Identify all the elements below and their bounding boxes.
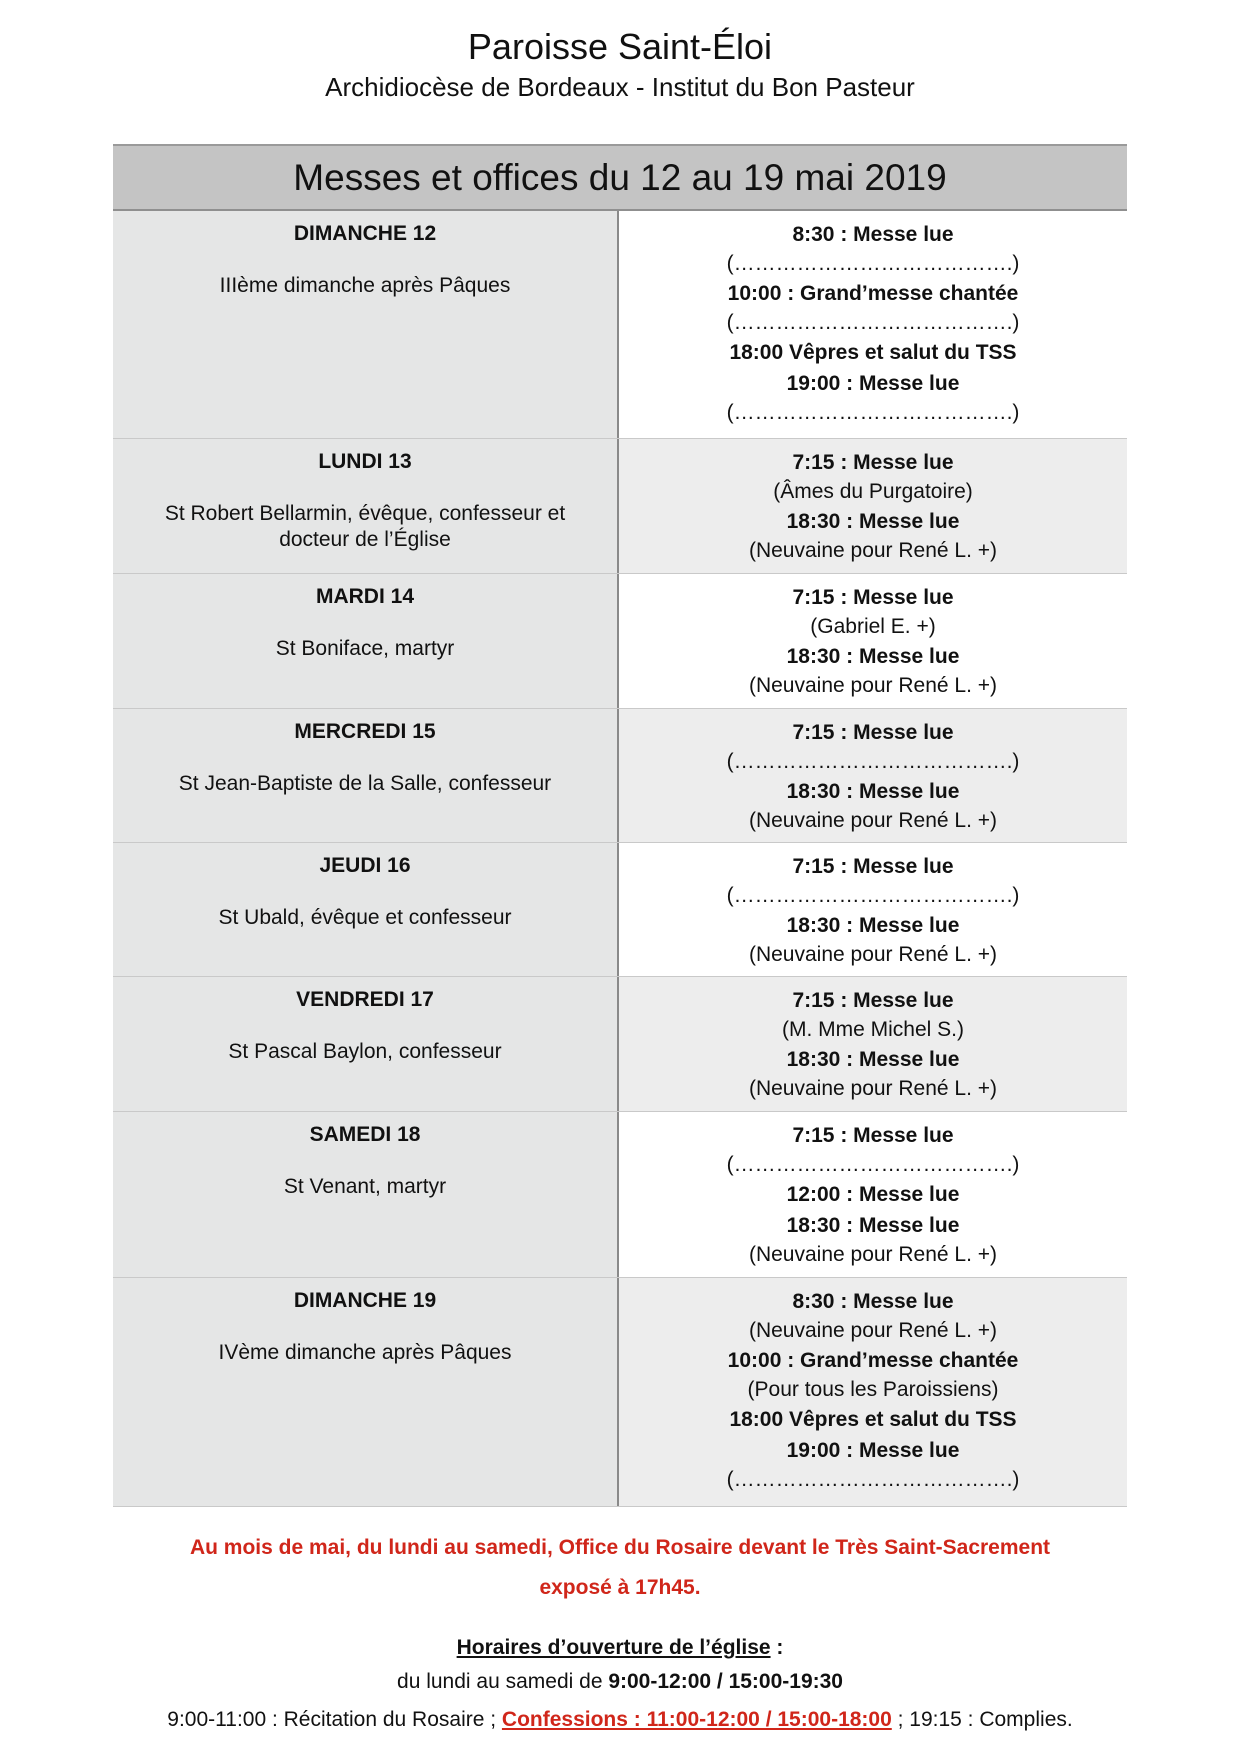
- day-row: [113, 709, 1127, 843]
- mass-time: 18:30 : Messe lue: [786, 1214, 960, 1237]
- day-cell: [113, 709, 619, 842]
- day-name: JEUDI 16: [319, 854, 411, 877]
- mass-intention: (………………………………….): [726, 884, 1020, 907]
- day-feast: St Pascal Baylon, confesseur: [228, 1040, 502, 1063]
- opening-hours-heading: [0, 1636, 1240, 1660]
- day-feast: St Ubald, évêque et confesseur: [218, 906, 512, 929]
- mass-cell: [619, 843, 1127, 976]
- daily-schedule-line: [0, 1708, 1240, 1732]
- mass-time: 18:30 : Messe lue: [786, 1048, 960, 1071]
- mass-intention: (Gabriel E. +): [810, 615, 936, 638]
- mass-time: 18:30 : Messe lue: [786, 510, 960, 533]
- mass-intention: (………………………………….): [726, 1468, 1020, 1491]
- mass-cell: [619, 1278, 1127, 1506]
- mass-time: 7:15 : Messe lue: [792, 451, 954, 474]
- opening-hours-value: 9:00-12:00 / 15:00-19:30: [608, 1670, 843, 1693]
- day-row: [113, 843, 1127, 977]
- rosary-notice-line-1: Au mois de mai, du lundi au samedi, Office du Rosaire devant le Très Saint-Sacrement: [189, 1536, 1051, 1559]
- mass-intention: (………………………………….): [726, 252, 1020, 275]
- day-feast: St Jean-Baptiste de la Salle, confesseur: [178, 772, 552, 795]
- compline-time: ; 19:15 : Complies.: [891, 1708, 1073, 1731]
- day-cell: [113, 977, 619, 1111]
- mass-intention: (Neuvaine pour René L. +): [748, 1319, 998, 1342]
- mass-intention: (Neuvaine pour René L. +): [748, 809, 998, 832]
- confessions-link[interactable]: Confessions : 11:00-12:00 / 15:00-18:00: [501, 1708, 892, 1731]
- mass-cell: [619, 439, 1127, 573]
- mass-time: 18:30 : Messe lue: [786, 780, 960, 803]
- mass-time: 7:15 : Messe lue: [792, 721, 954, 744]
- day-feast: IIIème dimanche après Pâques: [219, 274, 511, 297]
- day-row: [113, 211, 1127, 439]
- schedule-banner: Messes et offices du 12 au 19 mai 2019: [113, 146, 1127, 211]
- schedule-rows: [113, 211, 1127, 1507]
- mass-intention: (Neuvaine pour René L. +): [748, 1243, 998, 1266]
- mass-intention: (Neuvaine pour René L. +): [748, 943, 998, 966]
- mass-cell: [619, 211, 1127, 438]
- parish-title: Paroisse Saint-Éloi: [467, 26, 773, 67]
- day-cell: [113, 574, 619, 708]
- mass-intention: (Neuvaine pour René L. +): [748, 539, 998, 562]
- day-name: LUNDI 13: [318, 450, 412, 473]
- day-row: [113, 574, 1127, 709]
- mass-intention: (………………………………….): [726, 1153, 1020, 1176]
- day-feast: St Boniface, martyr: [275, 637, 455, 660]
- opening-hours-prefix: du lundi au samedi de: [397, 1670, 609, 1693]
- day-name: MERCREDI 15: [294, 720, 436, 743]
- mass-time: 10:00 : Grand’messe chantée: [727, 1349, 1019, 1372]
- mass-intention: (Âmes du Purgatoire): [773, 480, 973, 503]
- day-row: [113, 977, 1127, 1112]
- day-cell: [113, 1278, 619, 1506]
- mass-time: 18:30 : Messe lue: [786, 645, 960, 668]
- opening-hours-heading-text: Horaires d’ouverture de l’église: [456, 1636, 771, 1659]
- day-feast: St Venant, martyr: [283, 1175, 447, 1198]
- mass-cell: [619, 709, 1127, 842]
- mass-intention: (………………………………….): [726, 311, 1020, 334]
- parish-subtitle: Archidiocèse de Bordeaux - Institut du Bon Pasteur: [325, 72, 915, 102]
- day-name: DIMANCHE 12: [293, 222, 437, 245]
- mass-time: 18:00 Vêpres et salut du TSS: [729, 1408, 1017, 1431]
- mass-time: 8:30 : Messe lue: [792, 1290, 954, 1313]
- day-row: [113, 1278, 1127, 1507]
- opening-hours: [0, 1670, 1240, 1694]
- mass-intention: (Pour tous les Paroissiens): [747, 1378, 999, 1401]
- mass-time: 19:00 : Messe lue: [786, 372, 960, 395]
- rosary-time: 9:00-11:00 : Récitation du Rosaire ;: [167, 1708, 502, 1731]
- day-name: DIMANCHE 19: [293, 1289, 437, 1312]
- mass-intention: (Neuvaine pour René L. +): [748, 674, 998, 697]
- mass-time: 10:00 : Grand’messe chantée: [727, 282, 1019, 305]
- mass-intention: (………………………………….): [726, 401, 1020, 424]
- mass-cell: [619, 1112, 1127, 1277]
- opening-hours-heading-colon: :: [770, 1636, 784, 1659]
- day-cell: [113, 211, 619, 438]
- day-cell: [113, 1112, 619, 1277]
- mass-cell: [619, 977, 1127, 1111]
- day-name: SAMEDI 18: [309, 1123, 421, 1146]
- day-name: VENDREDI 17: [296, 988, 434, 1011]
- mass-intention: (M. Mme Michel S.): [781, 1018, 964, 1041]
- mass-time: 7:15 : Messe lue: [792, 586, 954, 609]
- mass-cell: [619, 574, 1127, 708]
- rosary-notice-line-2: exposé à 17h45.: [539, 1576, 701, 1599]
- mass-time: 8:30 : Messe lue: [792, 223, 954, 246]
- day-feast: IVème dimanche après Pâques: [218, 1341, 512, 1364]
- mass-time: 7:15 : Messe lue: [792, 1124, 954, 1147]
- mass-time: 18:00 Vêpres et salut du TSS: [729, 341, 1017, 364]
- day-row: [113, 439, 1127, 574]
- day-feast: St Robert Bellarmin, évêque, confesseur et docteur de l’Église: [164, 502, 566, 551]
- day-cell: [113, 843, 619, 976]
- mass-time: 19:00 : Messe lue: [786, 1439, 960, 1462]
- mass-time: 12:00 : Messe lue: [786, 1183, 960, 1206]
- day-row: [113, 1112, 1127, 1278]
- mass-time: 7:15 : Messe lue: [792, 855, 954, 878]
- mass-time: 18:30 : Messe lue: [786, 914, 960, 937]
- mass-time: 7:15 : Messe lue: [792, 989, 954, 1012]
- schedule-table: [113, 144, 1127, 1507]
- day-cell: [113, 439, 619, 573]
- mass-intention: (………………………………….): [726, 750, 1020, 773]
- day-name: MARDI 14: [315, 585, 415, 608]
- mass-intention: (Neuvaine pour René L. +): [748, 1077, 998, 1100]
